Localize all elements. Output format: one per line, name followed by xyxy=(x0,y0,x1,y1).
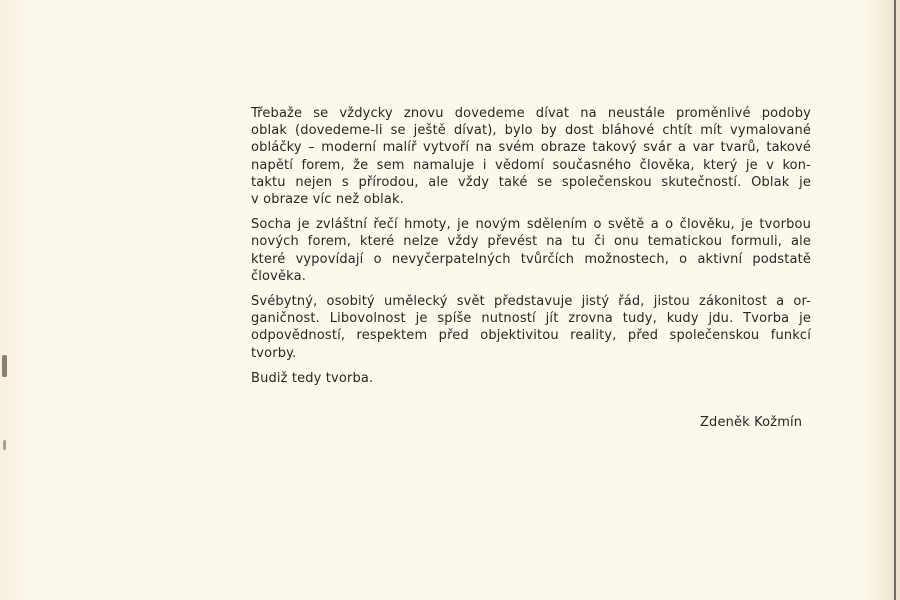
paragraph-3 xyxy=(251,293,811,362)
text-line: ganičnost. Libovolnost je spíše nutností jít zrovna tudy, kudy jdu. Tvorba je xyxy=(251,311,811,327)
page-edge-line xyxy=(894,0,896,600)
text-line: Třebaže se vždycky znovu dovedeme dívat na neustále proměnlivé podoby xyxy=(251,106,811,121)
text-line: napětí forem, že sem namaluje i vědomí současného člověka, který je v kon- xyxy=(251,157,811,173)
binding-mark xyxy=(2,355,7,377)
text-line: tvorby. xyxy=(251,345,297,361)
paragraph-4 xyxy=(251,370,811,387)
text-line: Svébytný, osobitý umělecký svět představuje jistý řád, jistou zákonitost a or- xyxy=(251,294,811,310)
author-signature: Zdeněk Kožmín xyxy=(700,415,803,430)
essay-text xyxy=(251,105,811,395)
paragraph-1 xyxy=(251,105,811,208)
text-line: Budiž tedy tvorba. xyxy=(251,370,374,386)
binding-mark xyxy=(3,440,6,450)
text-line: v obraze víc než oblak. xyxy=(251,192,404,208)
text-line: které vypovídají o nevyčerpatelných tvůrčích možnostech, o aktivní podstatě xyxy=(251,251,811,267)
text-line: Socha je zvláštní řečí hmoty, je novým sdělením o světě a o člověku, je tvorbou xyxy=(251,217,811,233)
text-line: člověka. xyxy=(251,268,307,284)
text-line: oblak (dovedeme-li se ještě dívat), bylo by dost bláhové chtít mít vymalované xyxy=(251,123,811,139)
text-line: nových forem, které nelze vždy převést na tu či onu tematickou formuli, ale xyxy=(251,234,811,250)
paragraph-2 xyxy=(251,216,811,285)
text-line: odpovědností, respektem před objektivitou reality, před společenskou funkcí xyxy=(251,328,811,344)
text-line: obláčky – moderní malíř vytvoří na svém obraze takový svár a var tvarů, takové xyxy=(251,140,811,156)
text-line: taktu nejen s přírodou, ale vždy také se společenskou skutečností. Oblak je xyxy=(251,174,811,190)
